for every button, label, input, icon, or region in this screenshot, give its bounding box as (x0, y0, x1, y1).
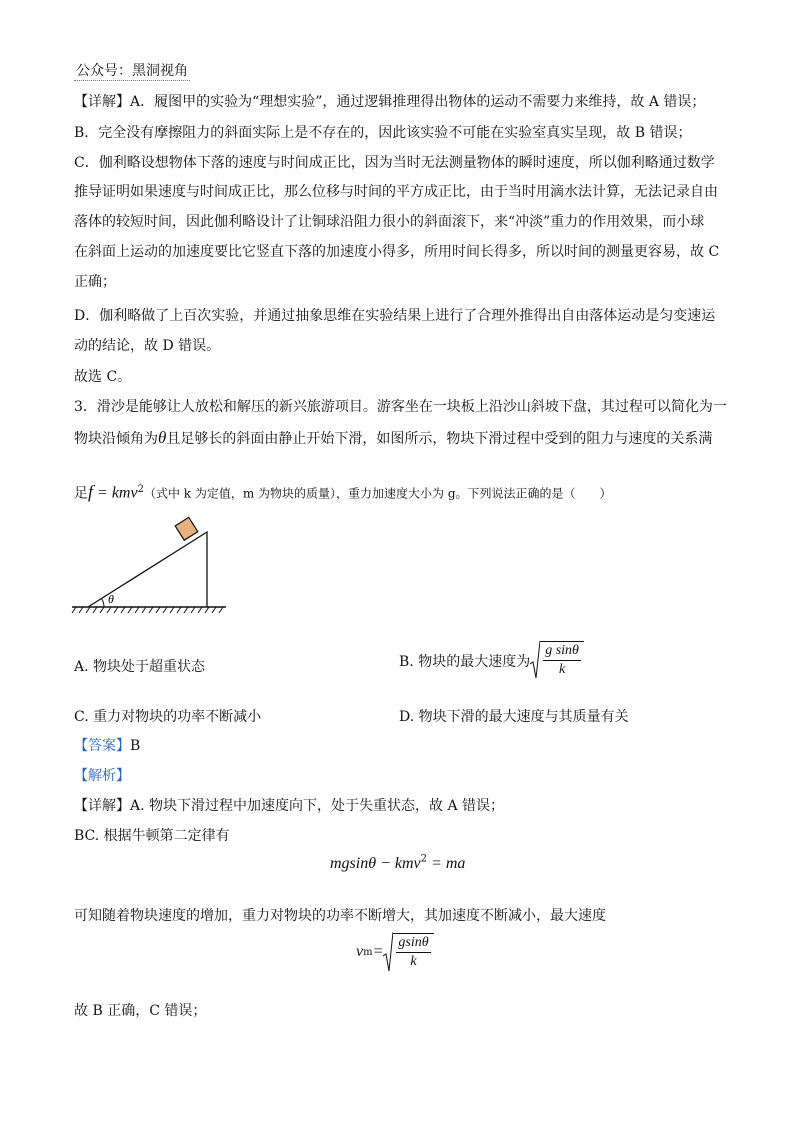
option-b: B. 物块的最大速度为 $\frac{\text{g sinθ}}{k}$ (399, 640, 584, 680)
angle-arc (102, 599, 105, 608)
radical-sign (530, 640, 540, 680)
incline-figure (70, 515, 230, 620)
analysis-a: 【详解】A. 物块下滑过程中加速度向下，处于失重状态，故 A 错误； (74, 798, 505, 814)
analysis-label: 【解析】 (74, 768, 130, 784)
page-header: 公众号：黑洞视角 (74, 60, 190, 81)
formula-f: f (88, 481, 94, 502)
question-line-2: 物块沿倾角为θ且足够长的斜面由静止开始下滑，如图所示，物块下滑过程中受到的阻力与速度的关系满 (74, 428, 713, 447)
prev-detail-c-5: 正确； (74, 274, 116, 290)
prev-detail-d-2: 动的结论，故 D 错误。 (74, 338, 221, 354)
prev-detail-a: 【详解】A．履图甲的实验为“理想实验”，通过逻辑推理得出物体的运动不需要力来维持，故 A 错误； (74, 94, 706, 110)
radical-sign (383, 931, 393, 973)
incline-slope (88, 532, 207, 607)
analysis-final: 故 B 正确，C 错误； (74, 1003, 207, 1019)
prev-detail-c-4: 在斜面上运动的加速度要比它竖直下落的加速度小得多，所用时间长得多，所以时间的测量更容易，故 C (74, 244, 720, 260)
option-d: D. 物块下滑的最大速度与其质量有关 (399, 709, 629, 725)
max-velocity-formula: v m = $\frac{gsin\theta}{k}$ (356, 931, 434, 973)
analysis-bc-intro: BC. 根据牛顿第二定律有 (74, 828, 230, 844)
formula-rhs: = kmv (93, 484, 138, 502)
ground-line (72, 607, 226, 613)
newton-equation: mgsinθ − kmv$^2$ = ma (330, 853, 466, 872)
sqrt-expression: $\frac{\text{g sinθ}}{k}$ (530, 640, 584, 680)
prev-detail-c-1: C．伽利略设想物体下落的速度与时间成正比，因为当时无法测量物体的瞬时速度，所以伽利略通过数学 (74, 155, 715, 171)
prev-detail-c-2: 推导证明如果速度与时间成正比，那么位移与时间的平方成正比，由于当时用滴水法计算，无法记录自由 (74, 184, 718, 200)
theta-symbol: θ (158, 428, 167, 447)
answer-value: B (130, 738, 141, 754)
prev-detail-d-1: D．伽利略做了上百次实验，并通过抽象思维在实验结果上进行了合理外推得出自由落体运动是匀变速运 (74, 308, 716, 324)
analysis-bc-text: 可知随着物块速度的增加，重力对物块的功率不断增大，其加速度不断减小，最大速度 (74, 908, 606, 924)
answer-line: 【答案】B (74, 738, 141, 754)
prev-detail-c-3: 落体的较短时间，因此伽利略设计了让铜球沿阻力很小的斜面滚下，来“冲淡”重力的作用效果，而小球 (74, 214, 705, 230)
question-line-1: 3．滑沙是能够让人放松和解压的新兴旅游项目。游客坐在一块板上沿沙山斜坡下盘，其过程可以简化为一 (74, 399, 727, 415)
prev-conclusion: 故选 C。 (74, 369, 132, 385)
question-line-3: 足f = kmv$^2$（式中 k 为定值，m 为物块的质量），重力加速度大小为 g。下列说法正确的是（ ） (74, 481, 612, 502)
option-a: A. 物块处于超重状态 (74, 659, 206, 675)
prev-detail-b: B．完全没有摩擦阻力的斜面实际上是不存在的，因此该实验不可能在实验室真实呈现，故 B 错误； (74, 125, 692, 141)
detail-label: 【详解】 (74, 94, 130, 110)
sliding-block (175, 517, 198, 540)
angle-label: θ (108, 592, 114, 606)
option-c: C. 重力对物块的功率不断减小 (74, 709, 262, 725)
